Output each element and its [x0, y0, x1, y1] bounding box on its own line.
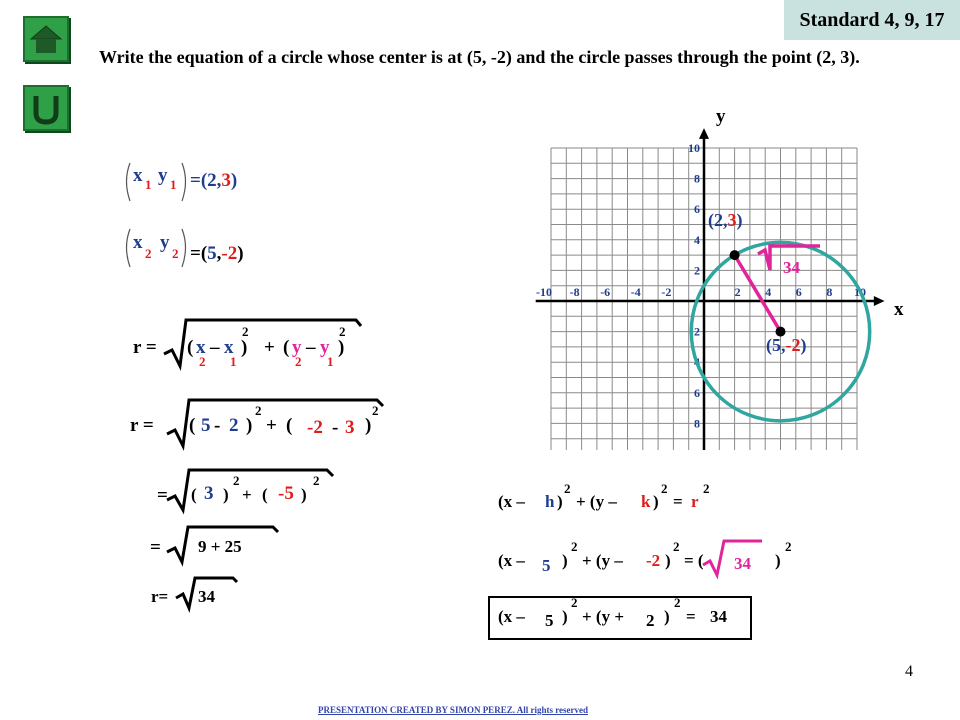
x-tick-label: -2: [661, 285, 672, 299]
question-text: Write the equation of a circle whose center is at (5, -2) and the circle passes through the point (2, 3).: [99, 47, 860, 67]
formula-y1: y: [320, 337, 330, 358]
p1-close: ): [230, 170, 238, 191]
p2-y: -2: [221, 243, 238, 264]
formula-y2: y: [292, 337, 302, 358]
r-equals: r =: [133, 337, 157, 358]
point-a-dot: [730, 250, 740, 260]
x-tick-label: -8: [569, 285, 580, 299]
formula-x1: x: [224, 337, 234, 358]
x-tick-label: -4: [630, 285, 641, 299]
x-tick-label: 6: [795, 285, 802, 299]
y1-subscript: 1: [170, 177, 177, 192]
r-result-label: r=: [151, 587, 169, 606]
y-tick-label: 6: [694, 385, 700, 400]
x-axis-label: x: [894, 299, 904, 320]
y-tick-label: 10: [688, 141, 700, 155]
return-button[interactable]: [23, 85, 69, 131]
x2-subscript: 2: [145, 246, 152, 261]
p2-comma: ,: [216, 243, 222, 264]
p2-open: =(: [190, 243, 208, 264]
y-tick-label: 4: [694, 232, 700, 247]
x1-label: x: [133, 165, 143, 186]
footer-credit-link[interactable]: PRESENTATION CREATED BY SIMON PEREZ. All rights reserved: [318, 705, 589, 715]
home-icon: [25, 18, 67, 60]
y1-label: y: [158, 165, 168, 186]
p1-y: 3: [221, 170, 231, 191]
p2-x: 5: [207, 243, 217, 264]
radius-value-label: 34: [783, 258, 800, 277]
y-axis-arrow: [699, 128, 709, 139]
x2-label: x: [133, 232, 143, 253]
radius-segment: [735, 255, 781, 332]
coordinate-graph: [520, 100, 920, 450]
x-tick-label: -6: [600, 285, 611, 299]
y-tick-label: 8: [694, 171, 700, 186]
point-a-label: (2,3): [708, 210, 743, 230]
x-tick-label: 10: [854, 285, 866, 299]
x-axis-arrow: [874, 296, 885, 306]
x-tick-label: 4: [765, 285, 772, 299]
u-turn-icon: [25, 87, 67, 129]
center-point-label: (5,-2): [766, 335, 807, 355]
y-tick-label: 2: [694, 263, 700, 278]
x-tick-label: 2: [734, 285, 741, 299]
y-tick-label: 8: [694, 416, 700, 431]
formula-x2: x: [196, 337, 206, 358]
x-tick-label: -10: [536, 285, 552, 299]
x-tick-label: 8: [826, 285, 833, 299]
y2-subscript: 2: [172, 246, 179, 261]
y-tick-label: 4: [694, 355, 700, 370]
r-result-value: 34: [198, 587, 215, 606]
p2-close: ): [237, 243, 244, 264]
p1-open: =(: [190, 170, 208, 191]
y-axis-label: y: [716, 106, 726, 127]
y-tick-label: 6: [694, 202, 700, 217]
y-tick-label: 2: [694, 324, 700, 339]
sum-expression: 9 + 25: [198, 537, 242, 556]
p1-comma: ,: [216, 170, 222, 191]
page-number: 4: [905, 663, 913, 680]
standard-label: Standard 4, 9, 17: [784, 0, 960, 40]
p1-x: 2: [207, 170, 217, 191]
y2-label: y: [160, 232, 170, 253]
x1-subscript: 1: [145, 177, 152, 192]
home-button[interactable]: [23, 16, 69, 62]
